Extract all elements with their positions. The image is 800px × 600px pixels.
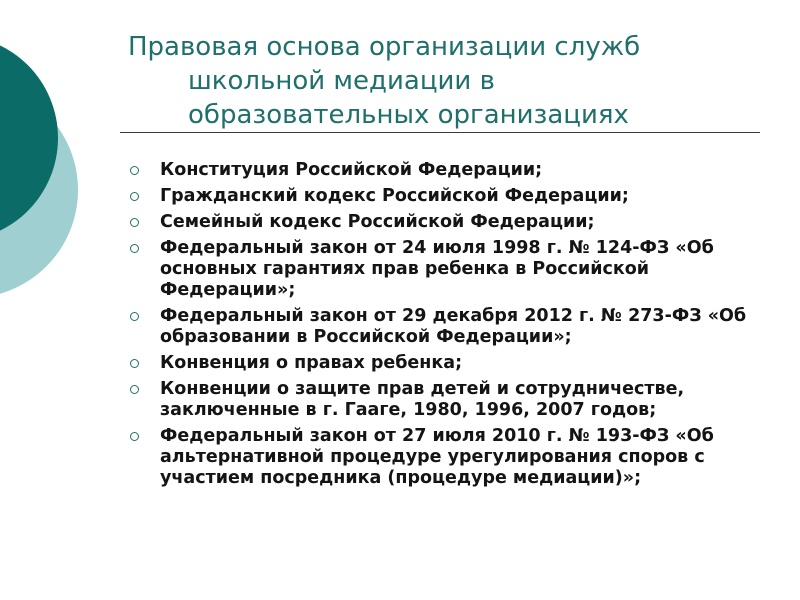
list-item-text: Конституция Российской Федерации; <box>160 160 543 180</box>
list-item <box>128 379 748 421</box>
circle-bullet-icon <box>130 218 139 227</box>
list-item-text: Конвенции о защите прав детей и сотрудничестве, заключенные в г. Гааге, 1980, 1996, 2007 годов; <box>160 379 685 420</box>
list-item <box>128 238 748 301</box>
list-item <box>128 426 748 489</box>
list-item <box>128 353 748 374</box>
list-item <box>128 186 748 207</box>
circle-bullet-icon <box>130 244 139 253</box>
decorative-circles <box>0 0 100 320</box>
title-line-2: школьной медиации в <box>188 66 495 96</box>
title-line-3: образовательных организациях <box>188 100 629 130</box>
list-item-text: Конвенция о правах ребенка; <box>160 353 463 373</box>
list-item-text: Федеральный закон от 24 июля 1998 г. № 124-ФЗ «Об основных гарантиях прав ребенка в Российской Федерации»; <box>160 238 714 300</box>
circle-bullet-icon <box>130 166 139 175</box>
list-item <box>128 306 748 348</box>
list-item <box>128 212 748 233</box>
slide-title <box>128 30 728 132</box>
list-item-text: Федеральный закон от 29 декабря 2012 г. № 273-ФЗ «Об образовании в Российской Федерации»; <box>160 306 747 347</box>
circle-bullet-icon <box>130 385 139 394</box>
circle-bullet-icon <box>130 192 139 201</box>
list-item-text: Семейный кодекс Российской Федерации; <box>160 212 595 232</box>
circle-bullet-icon <box>130 312 139 321</box>
list-item <box>128 160 748 181</box>
legal-basis-list <box>128 160 748 494</box>
list-item-text: Гражданский кодекс Российской Федерации; <box>160 186 629 206</box>
title-divider <box>120 132 760 133</box>
list-item-text: Федеральный закон от 27 июля 2010 г. № 193-ФЗ «Об альтернативной процедуре урегулирования споров с участием посредника (процедуре медиации)»; <box>160 426 714 488</box>
title-line-1: Правовая основа организации служб <box>128 32 641 62</box>
circle-bullet-icon <box>130 432 139 441</box>
circle-bullet-icon <box>130 359 139 368</box>
